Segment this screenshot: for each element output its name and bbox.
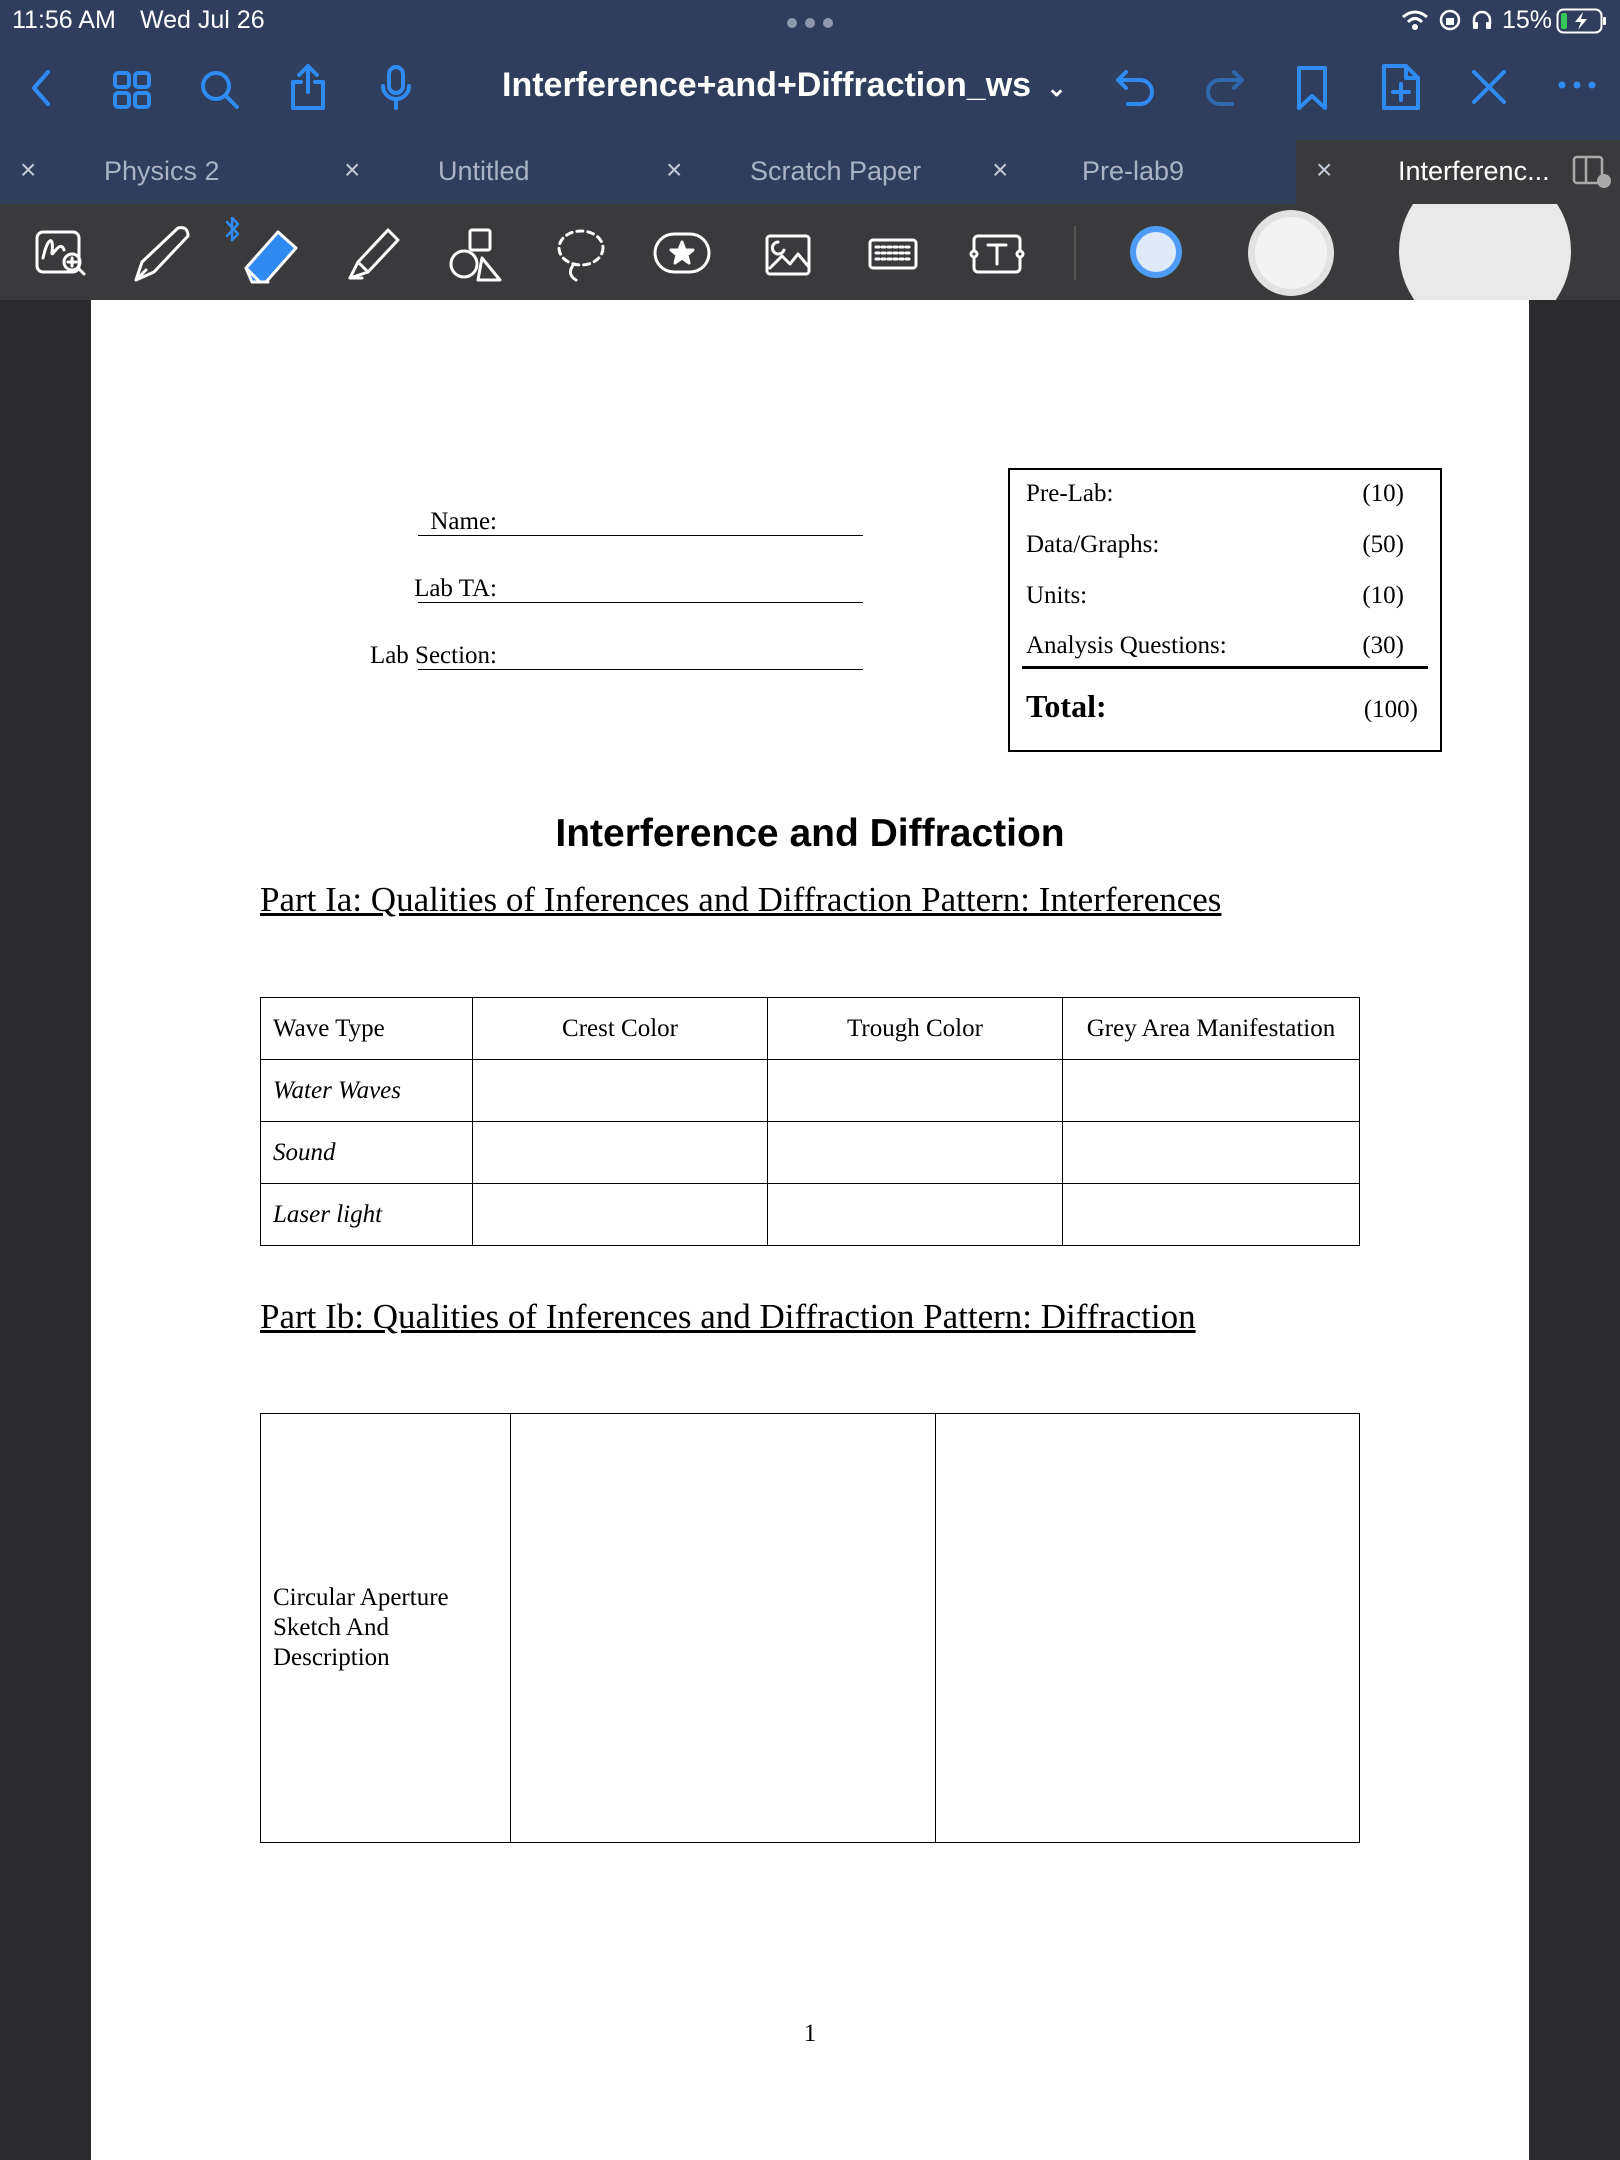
table-cell[interactable] bbox=[768, 1184, 1063, 1246]
lab-ta-field[interactable] bbox=[418, 602, 863, 603]
tab-untitled[interactable] bbox=[330, 140, 650, 204]
total-value: (100) bbox=[1363, 696, 1418, 723]
part-ia-heading: Part Ia: Qualities of Inferences and Diffraction Pattern: Interferences bbox=[260, 880, 1222, 919]
lasso-tool-icon[interactable] bbox=[554, 226, 608, 284]
search-icon[interactable] bbox=[198, 68, 240, 110]
image-tool-icon[interactable] bbox=[764, 232, 812, 278]
eraser-size-large-option[interactable] bbox=[1398, 204, 1572, 300]
document-page bbox=[91, 300, 1529, 2160]
orientation-lock-icon bbox=[1438, 8, 1462, 32]
score-value: (10) bbox=[1362, 582, 1404, 609]
table-row bbox=[261, 1060, 1360, 1122]
table-cell[interactable] bbox=[473, 1184, 768, 1246]
multitasking-dots-icon[interactable] bbox=[787, 18, 833, 28]
keyboard-tool-icon[interactable] bbox=[868, 238, 918, 270]
score-row bbox=[1026, 582, 1416, 610]
tab-close-icon[interactable]: × bbox=[344, 154, 361, 185]
table-cell[interactable] bbox=[473, 1060, 768, 1122]
back-chevron-icon[interactable] bbox=[26, 66, 56, 110]
tab-bar bbox=[0, 140, 1620, 204]
tab-scratch-paper[interactable] bbox=[650, 140, 976, 204]
total-divider bbox=[1022, 666, 1428, 669]
toolbar-divider bbox=[1074, 226, 1076, 280]
tab-label: Pre-lab9 bbox=[1082, 156, 1185, 186]
table-row bbox=[261, 1122, 1360, 1184]
score-row bbox=[1026, 531, 1416, 559]
score-label: Data/Graphs: bbox=[1026, 531, 1160, 558]
lab-section-field[interactable] bbox=[418, 669, 863, 670]
table-cell[interactable] bbox=[1063, 1184, 1360, 1246]
diffraction-table bbox=[260, 1413, 1360, 1843]
lab-ta-label: Lab TA: bbox=[414, 575, 497, 602]
wifi-icon bbox=[1400, 8, 1430, 32]
battery-percent: 15% bbox=[1502, 6, 1553, 34]
description-cell[interactable] bbox=[936, 1414, 1360, 1843]
table-cell[interactable] bbox=[1063, 1060, 1360, 1122]
wave-type-cell: Water Waves bbox=[261, 1060, 473, 1122]
interference-table bbox=[260, 997, 1360, 1246]
total-row bbox=[1026, 688, 1428, 725]
annotation-toolbar bbox=[0, 204, 1620, 300]
bookmark-icon[interactable] bbox=[1294, 64, 1330, 112]
stickers-tool-icon[interactable] bbox=[652, 230, 714, 280]
tab-label: Untitled bbox=[438, 156, 530, 186]
status-time: 11:56 AM bbox=[12, 6, 116, 34]
eraser-size-medium-option[interactable] bbox=[1246, 208, 1336, 298]
table-header: Grey Area Manifestation bbox=[1063, 998, 1360, 1060]
tab-close-icon[interactable]: × bbox=[666, 154, 683, 185]
microphone-icon[interactable] bbox=[380, 64, 412, 112]
wave-type-cell: Laser light bbox=[261, 1184, 473, 1246]
circular-aperture-label: Circular Aperture Sketch And Description bbox=[261, 1414, 511, 1843]
table-header: Trough Color bbox=[768, 998, 1063, 1060]
undo-icon[interactable] bbox=[1114, 66, 1158, 110]
highlighter-tool-icon[interactable] bbox=[344, 224, 402, 284]
name-label: Name: bbox=[430, 508, 497, 535]
split-view-icon[interactable] bbox=[1572, 154, 1612, 190]
eraser-size-small-option[interactable] bbox=[1126, 222, 1186, 282]
page-number: 1 bbox=[803, 2020, 817, 2047]
table-cell[interactable] bbox=[1063, 1122, 1360, 1184]
tab-interference[interactable] bbox=[1296, 140, 1620, 204]
add-page-icon[interactable] bbox=[1380, 62, 1422, 112]
share-icon[interactable] bbox=[288, 62, 328, 112]
score-value: (10) bbox=[1362, 480, 1404, 507]
table-header: Crest Color bbox=[473, 998, 768, 1060]
tab-close-icon[interactable]: × bbox=[992, 154, 1009, 185]
close-pen-tools-icon[interactable] bbox=[1466, 64, 1512, 110]
tab-label: Scratch Paper bbox=[750, 156, 922, 186]
score-row bbox=[1026, 480, 1416, 508]
redo-icon[interactable] bbox=[1202, 66, 1246, 110]
table-header: Wave Type bbox=[261, 998, 473, 1060]
tab-close-icon[interactable]: × bbox=[1316, 154, 1333, 185]
part-ib-heading: Part Ib: Qualities of Inferences and Diffraction Pattern: Diffraction bbox=[260, 1297, 1196, 1336]
more-options-icon[interactable] bbox=[1556, 78, 1598, 92]
table-cell[interactable] bbox=[473, 1122, 768, 1184]
grading-box bbox=[1008, 468, 1442, 752]
tab-close-icon[interactable]: × bbox=[20, 154, 37, 185]
title-chevron-down-icon: ⌄ bbox=[1046, 75, 1067, 102]
grid-view-icon[interactable] bbox=[112, 70, 152, 110]
battery-charging-icon bbox=[1556, 8, 1608, 34]
zoom-write-icon[interactable] bbox=[34, 228, 88, 278]
pen-tool-icon[interactable] bbox=[130, 222, 196, 286]
score-label: Units: bbox=[1026, 582, 1088, 609]
page-title: Interference and Diffraction bbox=[555, 812, 1065, 855]
tab-label: Interferenc... bbox=[1398, 156, 1550, 186]
score-label: Pre-Lab: bbox=[1026, 480, 1114, 507]
sketch-cell[interactable] bbox=[511, 1414, 936, 1843]
tab-physics-2[interactable] bbox=[0, 140, 330, 204]
status-bar bbox=[0, 0, 1620, 40]
shapes-tool-icon[interactable] bbox=[448, 226, 504, 284]
document-title: Interference+and+Diffraction_ws bbox=[502, 66, 1032, 104]
name-field[interactable] bbox=[418, 535, 863, 536]
text-box-tool-icon[interactable] bbox=[968, 232, 1026, 276]
headphones-icon bbox=[1470, 8, 1494, 32]
table-row bbox=[261, 1184, 1360, 1246]
document-title-button[interactable] bbox=[502, 66, 1067, 105]
score-value: (30) bbox=[1362, 632, 1404, 659]
lab-section-label: Lab Section: bbox=[369, 642, 497, 669]
score-value: (50) bbox=[1362, 531, 1404, 558]
score-label: Analysis Questions: bbox=[1026, 632, 1227, 659]
tab-label: Physics 2 bbox=[104, 156, 220, 186]
score-row bbox=[1026, 632, 1416, 660]
total-label: Total: bbox=[1026, 688, 1107, 724]
eraser-tool-icon[interactable] bbox=[238, 224, 302, 286]
tab-pre-lab9[interactable] bbox=[976, 140, 1296, 204]
wave-type-cell: Sound bbox=[261, 1122, 473, 1184]
status-date: Wed Jul 26 bbox=[140, 6, 265, 34]
table-cell[interactable] bbox=[768, 1060, 1063, 1122]
table-cell[interactable] bbox=[768, 1122, 1063, 1184]
